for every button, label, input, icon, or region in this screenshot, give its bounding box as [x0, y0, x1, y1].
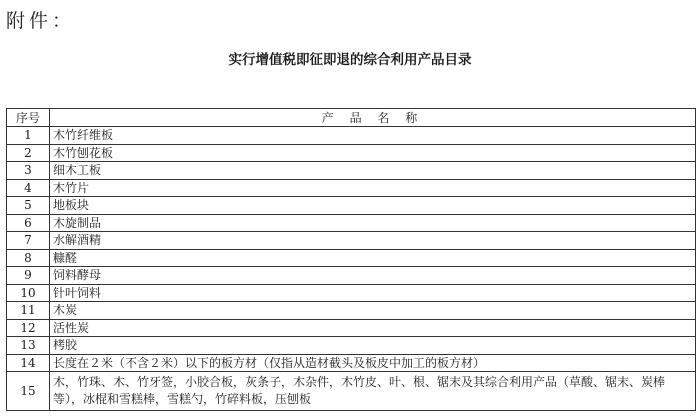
table-row [7, 144, 696, 162]
document-title: 实行增值税即征即退的综合利用产品目录 [228, 52, 472, 68]
product-name: 木旋制品 [50, 214, 696, 232]
row-number: 10 [7, 284, 50, 302]
table-row [7, 162, 696, 180]
row-number: 11 [7, 302, 50, 320]
row-number: 6 [7, 214, 50, 232]
product-name: 地板块 [50, 197, 696, 215]
row-number: 9 [7, 267, 50, 285]
table-row [7, 232, 696, 250]
product-name: 木炭 [50, 302, 696, 320]
table-row [7, 284, 696, 302]
table-row [7, 354, 696, 372]
product-name: 长度在２米（不含２米）以下的板方材（仅指从造材截头及板皮中加工的板方材） [50, 354, 696, 372]
row-number: 15 [7, 372, 50, 411]
table-row [7, 337, 696, 355]
table-header-row [7, 109, 696, 127]
product-name: 活性炭 [50, 319, 696, 337]
table-row [7, 214, 696, 232]
row-number: 12 [7, 319, 50, 337]
table-row [7, 179, 696, 197]
product-name: 木竹刨花板 [50, 144, 696, 162]
product-name: 木竹纤维板 [50, 127, 696, 145]
column-header-number: 序号 [7, 109, 50, 127]
row-number: 14 [7, 354, 50, 372]
product-name: 栲胶 [50, 337, 696, 355]
row-number: 1 [7, 127, 50, 145]
row-number: 5 [7, 197, 50, 215]
table-row [7, 319, 696, 337]
row-number: 7 [7, 232, 50, 250]
row-number: 8 [7, 249, 50, 267]
table-row [7, 302, 696, 320]
product-name: 木竹片 [50, 179, 696, 197]
row-number: 2 [7, 144, 50, 162]
annex-label: 附件： [6, 10, 76, 32]
row-number: 4 [7, 179, 50, 197]
product-name: 木，竹珠、木、竹牙签，小胶合板，灰条子，木杂件，木竹皮、叶、根、锯末及其综合利用产品（草酸、锯末、炭棒等），冰棍和雪糕棒，雪糕勺，竹碎料板，压刨板 [50, 372, 696, 411]
table-row [7, 249, 696, 267]
product-name: 饲料酵母 [50, 267, 696, 285]
product-name: 水解酒精 [50, 232, 696, 250]
table-row [7, 127, 696, 145]
product-name: 细木工板 [50, 162, 696, 180]
column-header-product-name: 产 品 名 称 [50, 109, 696, 127]
product-catalog-table [6, 108, 696, 411]
table-row [7, 372, 696, 411]
row-number: 3 [7, 162, 50, 180]
table-row [7, 267, 696, 285]
table-row [7, 197, 696, 215]
row-number: 13 [7, 337, 50, 355]
product-name: 针叶饲料 [50, 284, 696, 302]
product-name: 糠醛 [50, 249, 696, 267]
